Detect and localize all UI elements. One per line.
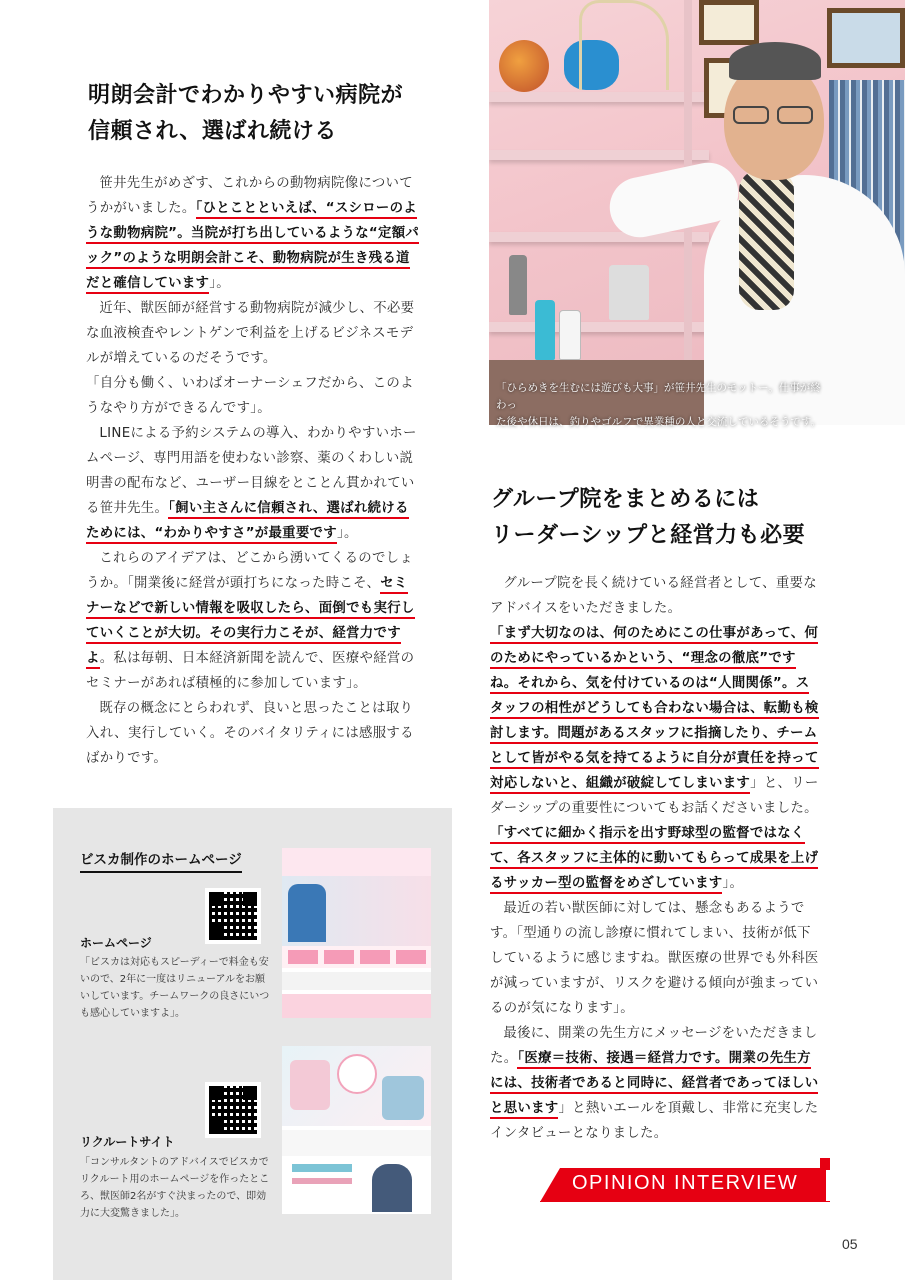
- paragraph: グループ院を長く続けている経営者として、重要なアドバイスをいただきました。: [490, 576, 817, 616]
- highlighted-quote: 「ひとことといえば、“スシローのような動物病院”。当院が打ち出しているような“定額パック”のような明朗会計こそ、動物病院が生き残る道だと確信しています: [86, 201, 419, 294]
- glasses: [733, 106, 769, 124]
- badge-underline: [540, 1201, 830, 1202]
- text: 」。: [209, 276, 230, 291]
- highlighted-quote: 「飼い主さんに信頼され、選ばれ続けるためには、“わかりやすさ”が最重要です: [86, 501, 409, 544]
- heading-line: リーダーシップと経営力も必要: [491, 523, 806, 548]
- paragraph: 近年、獣医師が経営する動物病院が減少し、不必要な血液検査やレントゲンで利益を上げるビジネスモデルが増えているのだそうです。: [86, 301, 415, 366]
- eye-model: [499, 40, 549, 92]
- bottle: [509, 255, 527, 315]
- recruit-screenshot[interactable]: [282, 1046, 431, 1214]
- paragraph: [86, 546, 420, 696]
- qr-code-homepage[interactable]: [205, 888, 261, 944]
- paragraph: [86, 171, 420, 296]
- device: [609, 265, 649, 320]
- highlighted-quote: 「医療＝技術、接遇＝経営力です。開業の先生方には、技術者であると同時に、経営者であってほしいと思います: [490, 1051, 818, 1119]
- highlighted-quote: セミナーなどで新しい情報を吸収したら、面倒でも実行していくことが大切。その実行力こそが、経営力ですよ: [86, 576, 415, 669]
- recruit-description: 「コンサルタントのアドバイスでビスカでリクルート用のホームページを作ったところ、獣医師2名がすぐ決まったので、即効力に大変驚きました」。: [80, 1157, 270, 1219]
- caption-line: た後や休日は、釣りやゴルフで異業種の人と交流しているそうです。: [496, 416, 821, 428]
- text: 笹井先生がめざす、これからの動物病院像についてうかがいました。: [86, 176, 413, 216]
- doctor-photo: [489, 0, 905, 425]
- bottle: [559, 310, 581, 360]
- text: LINEによる予約システムの導入、わかりやすいホームページ、専門用語を使わない診察、薬のくわしい説明書の配布など、ユーザー目線をとことん貫かれている笹井先生。: [86, 426, 417, 516]
- highlighted-quote: 「すべてに細かく指示を出す野球型の監督ではなくて、各スタッフに主体的に動いてもらって成果を上げるサッカー型の監督をめざしています: [490, 826, 818, 894]
- text: 最後に、開業の先生方にメッセージをいただきました。: [490, 1026, 818, 1066]
- homepage-label: ホームページ: [80, 936, 152, 950]
- text: 」。: [722, 876, 744, 891]
- text: 。私は毎朝、日本経済新聞を読んで、医療や経営のセミナーがあれば積極的に参加しています」。: [86, 651, 415, 691]
- text: 」と熱いエールを頂戴し、非常に充実したインタビューとなりました。: [490, 1101, 819, 1141]
- skeleton-model: [579, 0, 669, 90]
- qr-code-recruit[interactable]: [205, 1082, 261, 1138]
- shelf: [489, 322, 709, 332]
- shelf: [489, 232, 709, 242]
- photo-caption: [496, 380, 826, 431]
- picture-frame: [699, 0, 759, 45]
- paragraph: [490, 1021, 820, 1146]
- glasses: [777, 106, 813, 124]
- left-article-body: [86, 171, 420, 771]
- paragraph: 既存の概念にとらわれず、良いと思ったことは取り入れ、実行していく。そのバイタリティには感服するばかりです。: [86, 701, 414, 766]
- heading-line: 明朗会計でわかりやすい病院が: [88, 83, 404, 108]
- bottle: [535, 300, 555, 360]
- paragraph: [490, 621, 820, 896]
- paragraph: [86, 421, 420, 546]
- section-heading-left: [88, 78, 403, 150]
- hair: [729, 42, 821, 80]
- paragraph: 「自分も働く、いわばオーナーシェフだから、このようなやり方ができるんです」。: [86, 376, 414, 416]
- text: 」。: [336, 526, 358, 541]
- text: 」と、リーダーシップの重要性についてもお話くださいました。: [490, 776, 819, 816]
- recruit-label: リクルートサイト: [80, 1135, 175, 1149]
- highlighted-quote: 「まず大切なのは、何のためにこの仕事があって、何のためにやっているかという、“理念の徹底”ですね。それから、気を付けているのは“人間関係”。スタッフの相性がどうしても合わない場合は、転勤も検討します。問題があるスタッフに指摘したり、チームとして皆がやる気を持てるように自分が責任を持って対応しないと、組織が破綻してしまいます: [490, 626, 819, 794]
- homepage-description: 「ビスカは対応もスピーディーで料金も安いので、2年に一度はリニューアルをお願いしています。チームワークの良さにいつも感心していますよ」。: [80, 957, 270, 1019]
- paragraph: 最近の若い獣医師に対しては、懸念もあるようです。「型通りの流し診療に慣れてしまい、技術が低下しているように感じますね。獣医療の世界でも外科医が減っていますが、リスクを避ける傾向が強まっているのが気になります」。: [490, 901, 819, 1016]
- heading-line: 信頼され、選ばれ続ける: [88, 119, 337, 144]
- section-heading-right: [491, 482, 805, 554]
- heading-line: グループ院をまとめるには: [491, 487, 760, 512]
- shelf: [489, 150, 709, 160]
- picture-frame: [827, 8, 905, 68]
- box-title: ビスカ制作のホームページ: [80, 848, 242, 873]
- right-article-body: [490, 571, 820, 1146]
- text: これらのアイデアは、どこから湧いてくるのでしょうか。「開業後に経営が頭打ちになった時こそ、: [86, 551, 414, 591]
- scarf: [739, 170, 794, 310]
- shelf: [489, 92, 709, 102]
- page-number: 05: [842, 1236, 858, 1252]
- badge-label: OPINION INTERVIEW: [572, 1172, 799, 1194]
- caption-line: 「ひらめきを生むには遊びも大事」が笹井先生のモットー。仕事が終わっ: [496, 382, 821, 411]
- homepage-screenshot[interactable]: [282, 848, 431, 1018]
- opinion-interview-badge: [540, 1158, 830, 1204]
